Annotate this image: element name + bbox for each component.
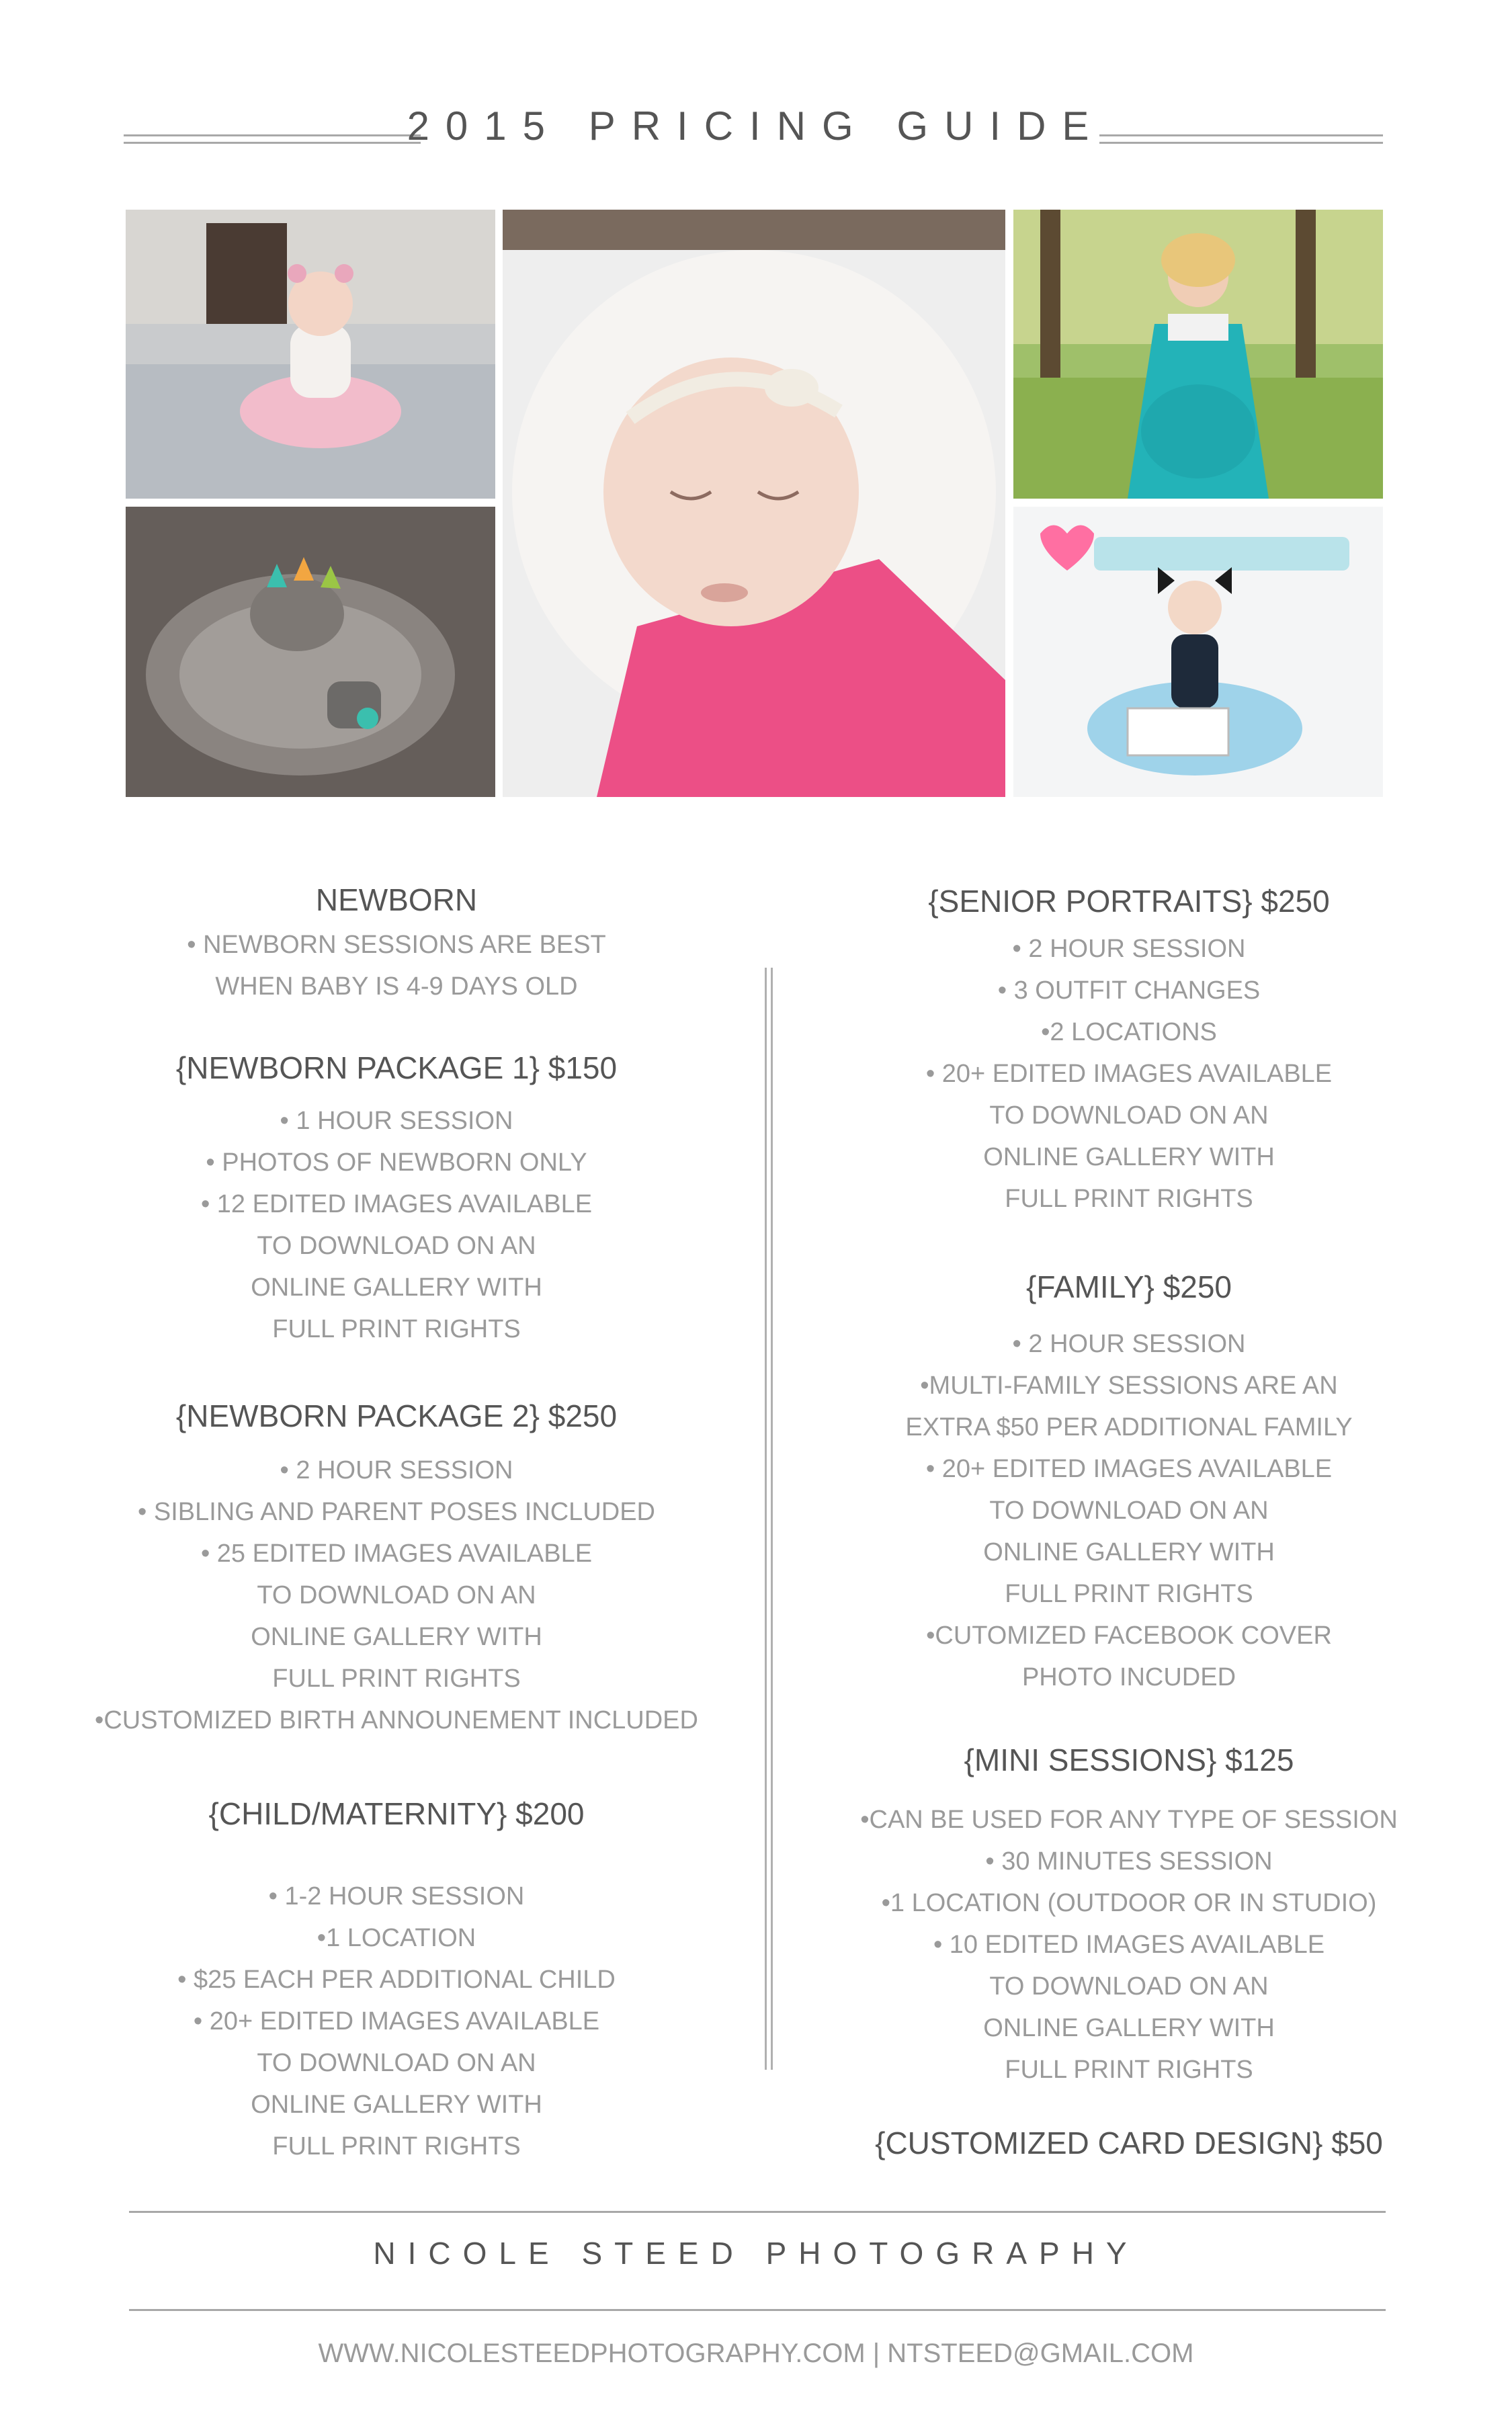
- list-item: • 3 OUTFIT CHANGES: [997, 976, 1261, 1005]
- list-item: FULL PRINT RIGHTS: [1005, 1185, 1253, 1213]
- list-item: ONLINE GALLERY WITH: [251, 1623, 542, 1651]
- list-item: PHOTO INCUDED: [1021, 1663, 1236, 1691]
- column-divider: [765, 968, 773, 2070]
- list-item: ONLINE GALLERY WITH: [983, 1538, 1275, 1566]
- section-title-senior-portraits: {SENIOR PORTRAITS} $250: [928, 884, 1330, 919]
- section-title-newborn-package-2: {NEWBORN PACKAGE 2} $250: [175, 1398, 618, 1433]
- section-title-mini-sessions: {MINI SESSIONS} $125: [964, 1742, 1294, 1777]
- list-item: FULL PRINT RIGHTS: [1005, 1580, 1253, 1608]
- list-item: TO DOWNLOAD ON AN: [257, 1581, 536, 1609]
- list-item: EXTRA $50 PER ADDITIONAL FAMILY: [905, 1413, 1353, 1441]
- section-title-newborn-package-1: {NEWBORN PACKAGE 1} $150: [175, 1050, 618, 1085]
- list-item: ONLINE GALLERY WITH: [251, 1273, 542, 1302]
- page-title: 2015 PRICING GUIDE: [407, 103, 1105, 149]
- section-title-family: {FAMILY} $250: [1025, 1269, 1232, 1304]
- list-item: •CAN BE USED FOR ANY TYPE OF SESSION: [860, 1806, 1398, 1834]
- list-item: FULL PRINT RIGHTS: [1005, 2056, 1253, 2084]
- list-item: •2 LOCATIONS: [1041, 1018, 1217, 1046]
- right-column: [813, 0, 1445, 2436]
- list-item: FULL PRINT RIGHTS: [272, 1315, 521, 1343]
- list-item: • 12 EDITED IMAGES AVAILABLE: [200, 1190, 593, 1218]
- list-item: •MULTI-FAMILY SESSIONS ARE AN: [920, 1372, 1338, 1400]
- list-item: TO DOWNLOAD ON AN: [257, 1232, 536, 1260]
- list-item: •1 LOCATION (OUTDOOR OR IN STUDIO): [881, 1889, 1377, 1917]
- list-item: • NEWBORN SESSIONS ARE BEST: [187, 931, 606, 959]
- list-item: • 30 MINUTES SESSION: [985, 1847, 1273, 1876]
- list-item: • $25 EACH PER ADDITIONAL CHILD: [177, 1966, 616, 1994]
- list-item: ONLINE GALLERY WITH: [983, 2014, 1275, 2042]
- list-item: • 20+ EDITED IMAGES AVAILABLE: [193, 2007, 600, 2035]
- list-item: •CUSTOMIZED BIRTH ANNOUNEMENT INCLUDED: [95, 1706, 698, 1734]
- list-item: ONLINE GALLERY WITH: [251, 2091, 542, 2119]
- section-title-customized-card-design: {CUSTOMIZED CARD DESIGN} $50: [875, 2126, 1383, 2160]
- list-item: • 20+ EDITED IMAGES AVAILABLE: [925, 1455, 1333, 1483]
- studio-name: NICOLE STEED PHOTOGRAPHY: [373, 2236, 1139, 2271]
- list-item: •CUTOMIZED FACEBOOK COVER: [926, 1622, 1332, 1650]
- list-item: WHEN BABY IS 4-9 DAYS OLD: [215, 972, 578, 1001]
- contact-line: WWW.NICOLESTEEDPHOTOGRAPHY.COM | NTSTEED@GMAIL.COM: [318, 2339, 1194, 2368]
- list-item: • 10 EDITED IMAGES AVAILABLE: [933, 1931, 1325, 1959]
- section-title-child-maternity: {CHILD/MATERNITY} $200: [208, 1796, 585, 1831]
- list-item: • 2 HOUR SESSION: [1012, 1330, 1246, 1358]
- list-item: TO DOWNLOAD ON AN: [989, 1972, 1269, 2001]
- list-item: • 1-2 HOUR SESSION: [268, 1882, 525, 1910]
- list-item: TO DOWNLOAD ON AN: [989, 1497, 1269, 1525]
- list-item: • 2 HOUR SESSION: [1012, 935, 1246, 963]
- left-column: [47, 0, 746, 2436]
- list-item: • 20+ EDITED IMAGES AVAILABLE: [925, 1060, 1333, 1088]
- list-item: TO DOWNLOAD ON AN: [257, 2049, 536, 2077]
- footer-rule-top: [129, 2211, 1386, 2213]
- section-title-newborn: NEWBORN: [315, 882, 478, 917]
- list-item: FULL PRINT RIGHTS: [272, 1665, 521, 1693]
- list-item: • 2 HOUR SESSION: [280, 1456, 513, 1484]
- list-item: • 1 HOUR SESSION: [280, 1107, 513, 1135]
- list-item: • 25 EDITED IMAGES AVAILABLE: [200, 1540, 593, 1568]
- list-item: •1 LOCATION: [317, 1924, 476, 1952]
- list-item: FULL PRINT RIGHTS: [272, 2132, 521, 2160]
- list-item: ONLINE GALLERY WITH: [983, 1143, 1275, 1171]
- list-item: TO DOWNLOAD ON AN: [989, 1101, 1269, 1130]
- list-item: • PHOTOS OF NEWBORN ONLY: [206, 1148, 587, 1177]
- footer-rule-bottom: [129, 2309, 1386, 2311]
- list-item: • SIBLING AND PARENT POSES INCLUDED: [138, 1498, 655, 1526]
